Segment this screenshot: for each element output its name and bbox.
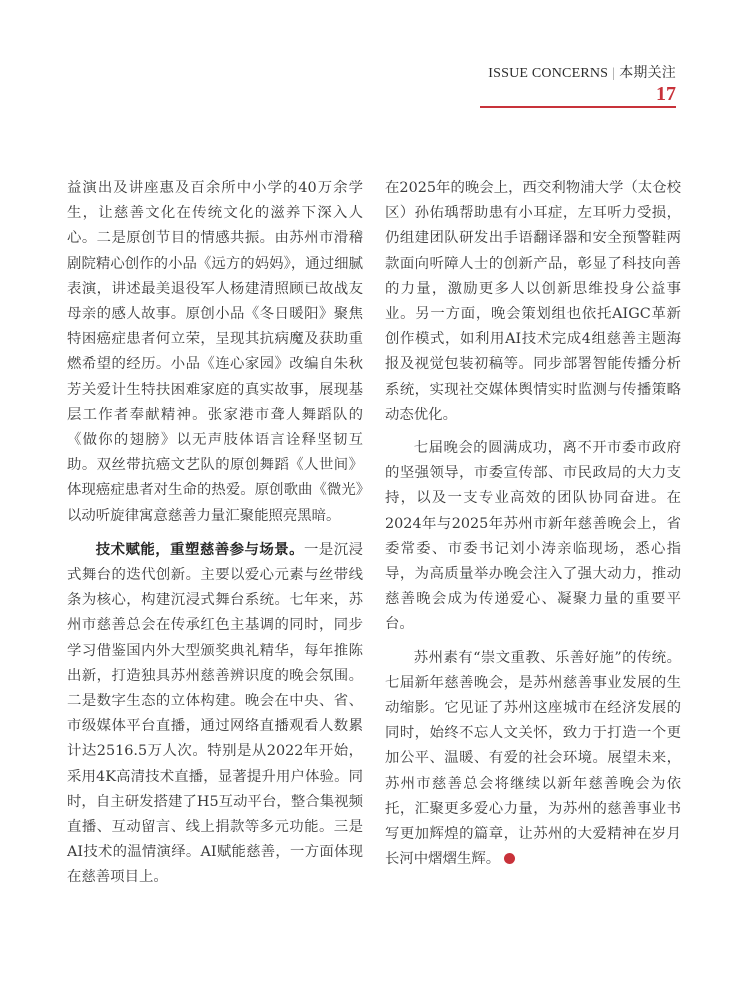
left-paragraph-1: 益演出及讲座惠及百余所中小学的40万余学生，让慈善文化在传统文化的滋养下深入人心。二是原创节目的情感共振。由苏州市滑稽剧院精心创作的小品《远方的妈妈》，通过细腻表演，讲述最美退役军人杨建清照顾已故战友母亲的感人故事。原创小品《冬日暖阳》聚焦特困癌症患者何立荣，呈现其抗病魔及获助重燃希望的经历。小品《连心家园》改编自朱秋芳关爱计生特扶困难家庭的真实故事，展现基层工作者奉献精神。张家港市聋人舞蹈队的《做你的翅膀》以无声肢体语言诠释坚韧互助。双丝带抗癌文艺队的原创舞蹈《人世间》体现癌症患者对生命的热爱。原创歌曲《微光》以动听旋律寓意慈善力量汇聚能照亮黑暗。 [67, 180, 363, 524]
page-header [488, 62, 676, 106]
left-paragraph-2-text: 一是沉浸式舞台的迭代创新。主要以爱心元素与丝带线条为核心，构建沉浸式舞台系统。七年来，苏州市慈善总会在传承红色主基调的同时，同步学习借鉴国内外大型颁奖典礼精华，每年推陈出新，打造独具苏州慈善辨识度的晚会氛围。二是数字生态的立体构建。晚会在中央、省、市级媒体平台直播，通过网络直播观看人数累计达2516.5万人次。特别是从2022年开始，采用4K高清技术直播，显著提升用户体验。同时，自主研发搭建了H5互动平台，整合集视频直播、互动留言、线上捐款等多元功能。三是AI技术的温情演绎。AI赋能慈善，一方面体现在慈善项目上。 [67, 541, 363, 886]
right-paragraph-3 [385, 646, 681, 873]
header-separator: | [612, 66, 616, 81]
left-column [67, 176, 363, 891]
section-title-cn: 本期关注 [619, 66, 676, 81]
section-title-en: ISSUE CONCERNS [488, 66, 609, 81]
right-paragraph-3-text: 苏州素有“崇文重教、乐善好施”的传统。七届新年慈善晚会，是苏州慈善事业发展的生动缩影。它见证了苏州这座城市在经济发展的同时，始终不忘人文关怀，致力于打造一个更加公平、温暖、有爱的社会环境。展望未来，苏州市慈善总会将继续以新年慈善晚会为依托，汇聚更多爱心力量，为苏州的慈善事业书写更加辉煌的篇章，让苏州的大爱精神在岁月长河中熠熠生辉。 [385, 649, 681, 868]
right-paragraph-1: 在2025年的晚会上，西交利物浦大学（太仓校区）孙佑瑀帮助患有小耳症，左耳听力受损，仍组建团队研发出手语翻译器和安全预警鞋两款面向听障人士的创新产品，彰显了科技向善的力量，激励更多人以创新思维投身公益事业。另一方面，晚会策划组也依托AIGC革新创作模式，如利用AI技术完成4组慈善主题海报及视觉包装初稿等。同步部署智能传播分析系统，实现社交媒体舆情实时监测与传播策略动态优化。 [385, 180, 681, 423]
page-number: 17 [656, 83, 676, 105]
subheading-tech-empowerment: 技术赋能，重塑慈善参与场景。 [95, 540, 304, 558]
right-column [385, 176, 681, 872]
left-paragraph-2 [67, 537, 363, 891]
end-mark-icon: 善 [504, 853, 515, 864]
header-rule [480, 106, 676, 108]
right-paragraph-2: 七届晚会的圆满成功，离不开市委市政府的坚强领导，市委宣传部、市民政局的大力支持，以及一支专业高效的团队协同奋进。在2024年与2025年苏州市新年慈善晚会上，省委常委、市委书记刘小涛亲临现场，悉心指导，为高质量举办晚会注入了强大动力，推动慈善晚会成为传递爱心、凝聚力量的重要平台。 [385, 440, 681, 633]
section-title [488, 62, 676, 82]
